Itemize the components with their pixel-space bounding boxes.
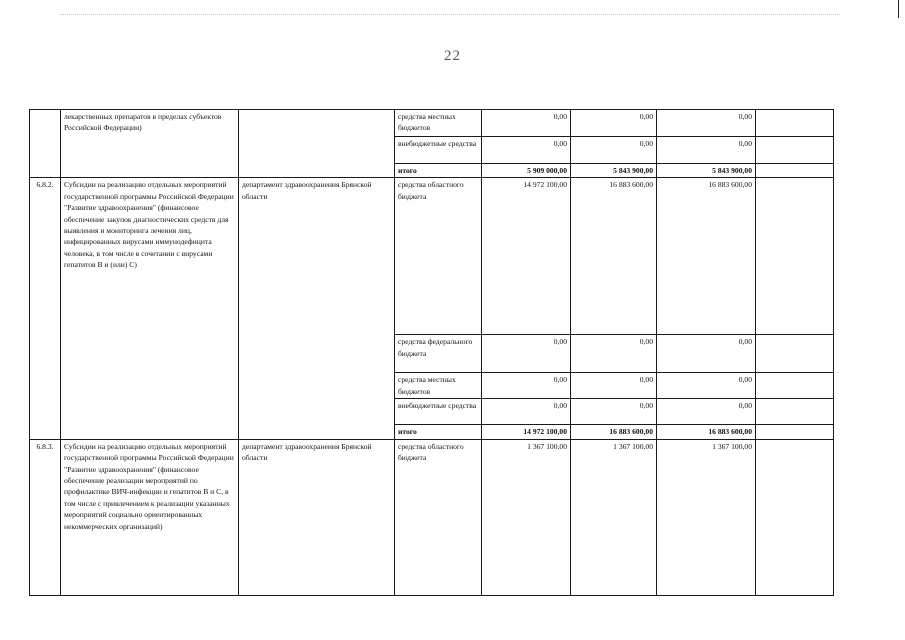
funding-source: внебюджетные средства xyxy=(395,399,482,425)
amount-year-2: 16 883 600,00 xyxy=(571,178,657,335)
funding-source: средства федерального бюджета xyxy=(395,335,482,373)
total-label: итого xyxy=(395,164,482,178)
empty-cell xyxy=(756,110,834,137)
amount-year-3: 0,00 xyxy=(657,137,756,164)
item-number: 6.8.3. xyxy=(30,439,61,595)
total-label: итого xyxy=(395,425,482,439)
total-year-1: 14 972 100,00 xyxy=(482,425,571,439)
funding-source: средства местных бюджетов xyxy=(395,373,482,399)
total-year-2: 5 843 900,00 xyxy=(571,164,657,178)
amount-year-2: 0,00 xyxy=(571,335,657,373)
total-year-2: 16 883 600,00 xyxy=(571,425,657,439)
amount-year-1: 0,00 xyxy=(482,399,571,425)
item-description: Субсидии на реализацию отдельных мероприятий государственной программы Российской Федерации "Развитие здравоохранения" (финансовое обеспечение закупок диагностических средств для выявления и мониторинга лечения лиц, инфицированных вирусами иммунодефицита человека, в том числе в сочетании с вирусами гепатитов В и (или) С) xyxy=(61,178,239,439)
page-number: 22 xyxy=(444,48,461,64)
total-year-3: 16 883 600,00 xyxy=(657,425,756,439)
amount-year-1: 0,00 xyxy=(482,110,571,137)
amount-year-1: 0,00 xyxy=(482,373,571,399)
amount-year-3: 0,00 xyxy=(657,373,756,399)
scan-noise-line xyxy=(60,14,840,16)
item-number-cell xyxy=(30,110,61,178)
empty-cell xyxy=(756,137,834,164)
amount-year-3: 0,00 xyxy=(657,110,756,137)
amount-year-3: 16 883 600,00 xyxy=(657,178,756,335)
amount-year-3: 0,00 xyxy=(657,335,756,373)
amount-year-2: 0,00 xyxy=(571,373,657,399)
amount-year-1: 14 972 100,00 xyxy=(482,178,571,335)
empty-cell xyxy=(756,373,834,399)
item-executor xyxy=(239,110,395,178)
amount-year-1: 0,00 xyxy=(482,335,571,373)
table-row xyxy=(30,439,834,595)
empty-cell xyxy=(756,425,834,439)
funding-source: средства местных бюджетов xyxy=(395,110,482,137)
amount-year-2: 0,00 xyxy=(571,399,657,425)
funding-source: средства областного бюджета xyxy=(395,439,482,595)
amount-year-2: 0,00 xyxy=(571,137,657,164)
empty-cell xyxy=(756,178,834,335)
empty-cell xyxy=(756,335,834,373)
empty-cell xyxy=(756,164,834,178)
total-year-3: 5 843 900,00 xyxy=(657,164,756,178)
item-description: Субсидии на реализацию отдельных мероприятий государственной программы Российской Федерации "Развитие здравоохранения" (финансовое обеспечение реализации мероприятий по профилактике ВИЧ-инфекции и гепатитов В и С, в том числе с привлечением к реализации указанных мероприятий социально ориентированных некоммерческих организаций) xyxy=(61,439,239,595)
amount-year-3: 1 367 100,00 xyxy=(657,439,756,595)
item-executor: департамент здравоохранения Брянской области xyxy=(239,178,395,439)
budget-table xyxy=(29,109,834,596)
scan-edge-mark xyxy=(898,0,899,18)
table-row xyxy=(30,110,834,137)
item-executor: департамент здравоохранения Брянской области xyxy=(239,439,395,595)
amount-year-3: 0,00 xyxy=(657,399,756,425)
funding-source: внебюджетные средства xyxy=(395,137,482,164)
amount-year-2: 1 367 100,00 xyxy=(571,439,657,595)
total-year-1: 5 909 000,00 xyxy=(482,164,571,178)
table-row xyxy=(30,178,834,335)
item-number: 6.8.2. xyxy=(30,178,61,439)
item-description: лекарственных препаратов в пределах субъектов Российской Федерации) xyxy=(61,110,239,178)
funding-source: средства областного бюджета xyxy=(395,178,482,335)
empty-cell xyxy=(756,399,834,425)
amount-year-1: 1 367 100,00 xyxy=(482,439,571,595)
empty-cell xyxy=(756,439,834,595)
amount-year-2: 0,00 xyxy=(571,110,657,137)
amount-year-1: 0,00 xyxy=(482,137,571,164)
